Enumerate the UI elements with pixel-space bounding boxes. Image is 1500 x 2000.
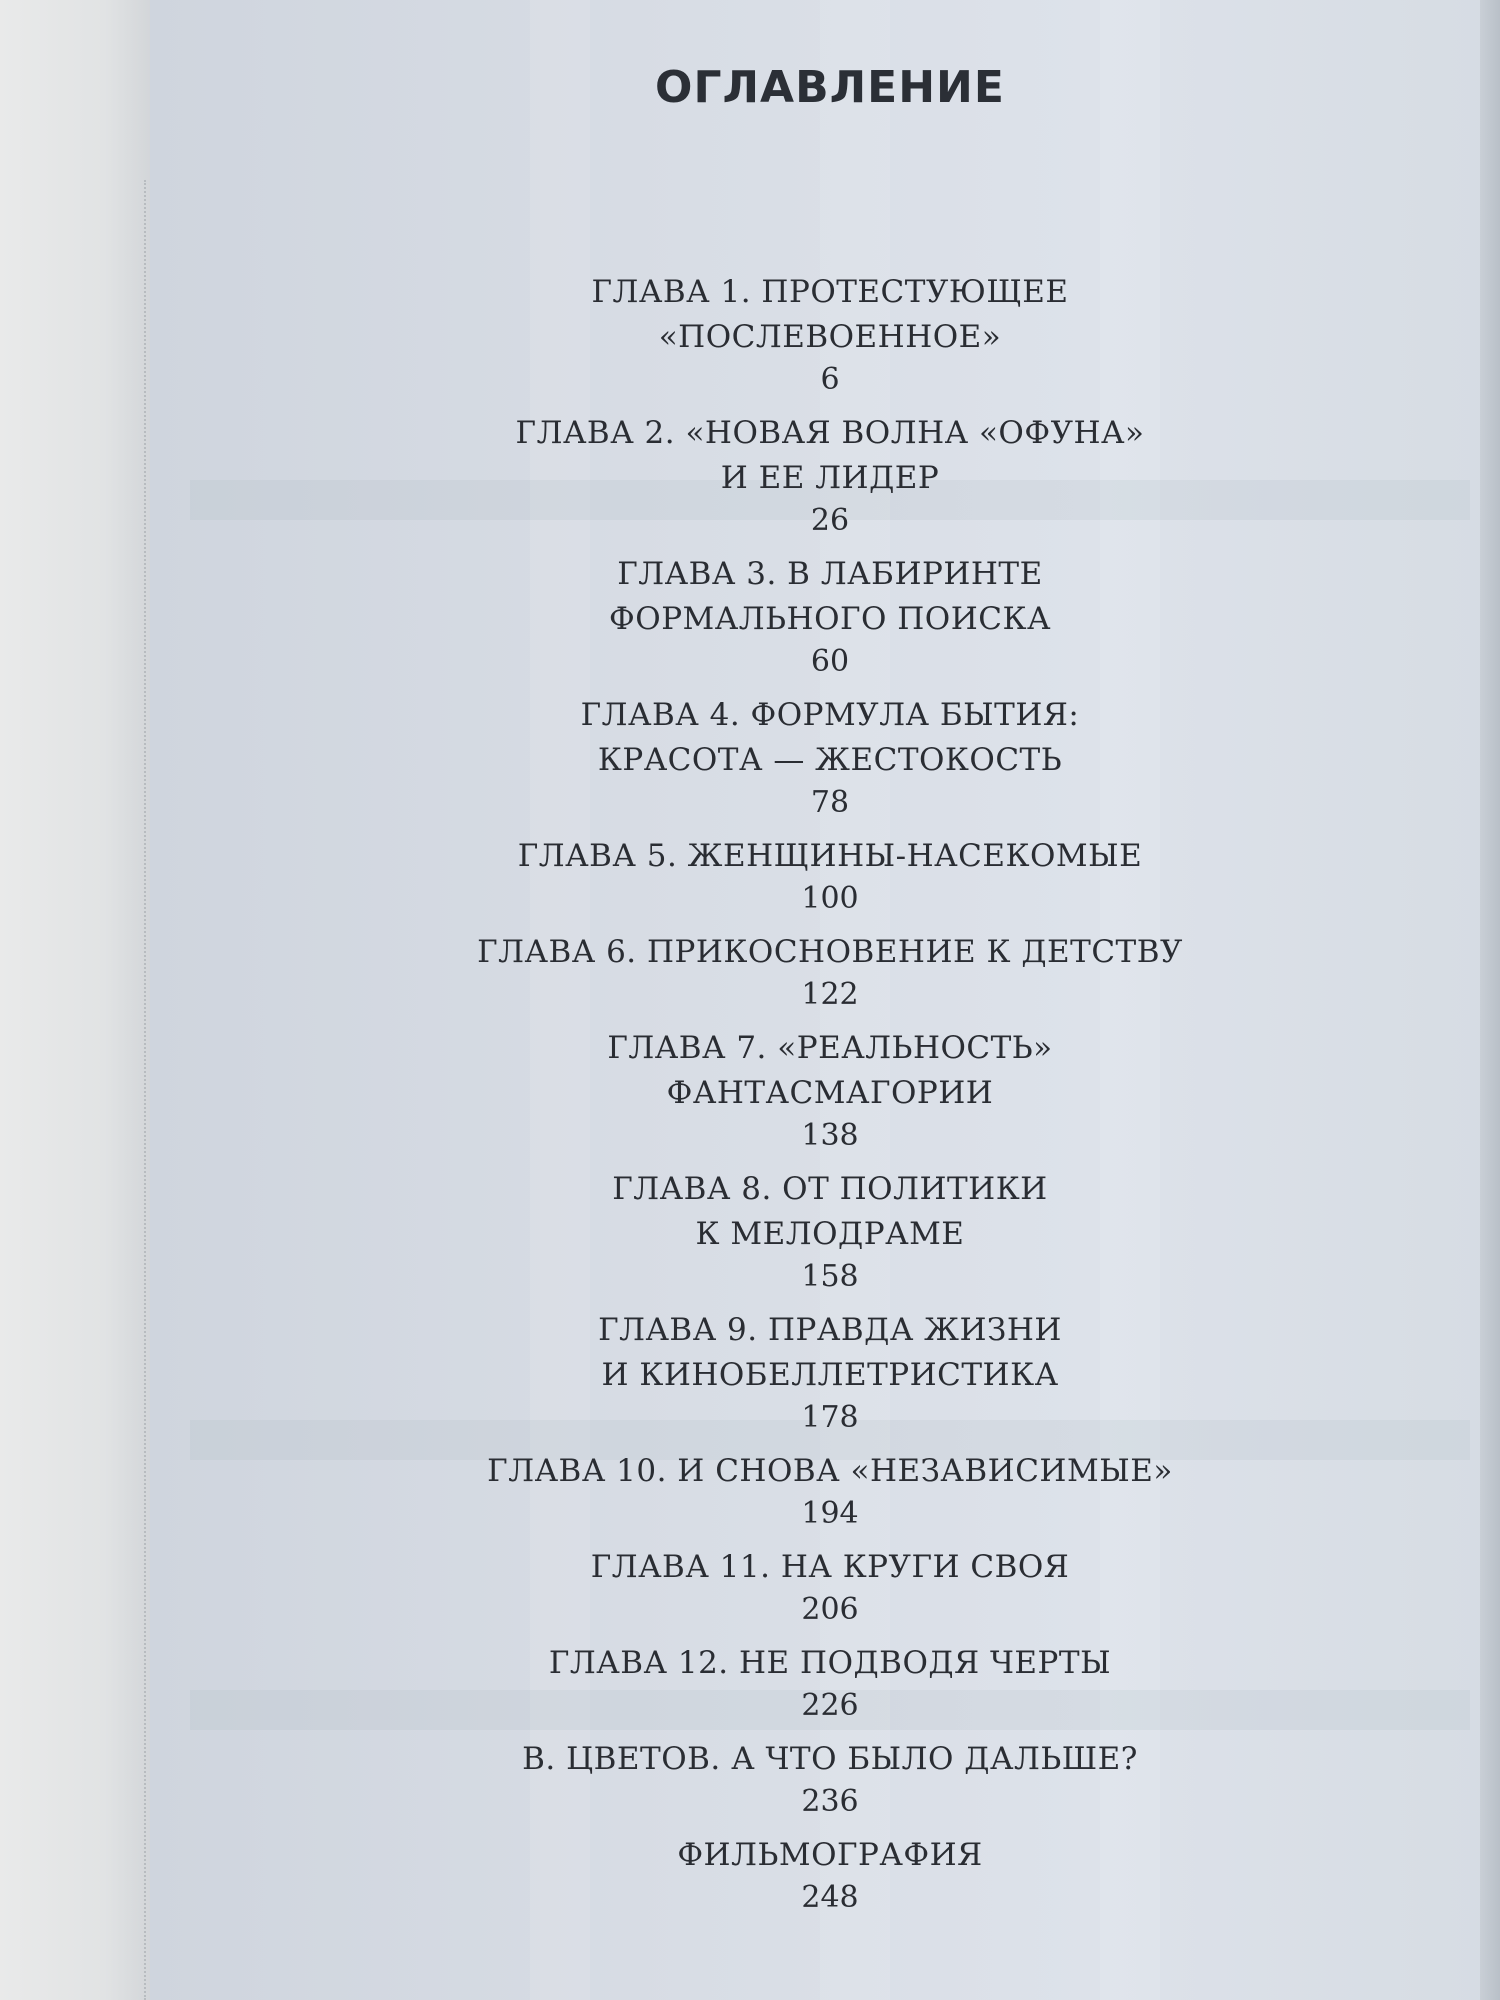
- chapter-title-line: ГЛАВА 9. ПРАВДА ЖИЗНИ: [598, 1312, 1062, 1348]
- page-number: 100: [801, 881, 859, 916]
- chapter-title-line: ГЛАВА 5. ЖЕНЩИНЫ-НАСЕКОМЫЕ: [517, 838, 1143, 874]
- toc-list: [390, 270, 1270, 1929]
- toc-entry: [390, 1641, 1270, 1726]
- chapter-title-line: ФАНТАСМАГОРИИ: [666, 1075, 994, 1111]
- chapter-title-line: ГЛАВА 12. НЕ ПОДВОДЯ ЧЕРТЫ: [548, 1645, 1112, 1681]
- chapter-title-line: ГЛАВА 1. ПРОТЕСТУЮЩЕЕ: [591, 274, 1069, 310]
- toc-entry: [390, 1737, 1270, 1822]
- chapter-title-line: ГЛАВА 2. «НОВАЯ ВОЛНА «ОФУНА»: [515, 415, 1145, 451]
- page-number: 248: [801, 1880, 859, 1915]
- page-number: 122: [801, 977, 859, 1012]
- page-title: ОГЛАВЛЕНИЕ: [655, 62, 1005, 113]
- chapter-title-line: ГЛАВА 8. ОТ ПОЛИТИКИ: [612, 1171, 1048, 1207]
- toc-entry: [390, 1308, 1270, 1438]
- toc-entry: [390, 1545, 1270, 1630]
- chapter-title-line: ФОРМАЛЬНОГО ПОИСКА: [609, 601, 1051, 637]
- chapter-title-line: ФИЛЬМОГРАФИЯ: [677, 1837, 983, 1873]
- chapter-title-line: И ЕЕ ЛИДЕР: [720, 460, 940, 496]
- left-page: [0, 0, 150, 2000]
- chapter-title-line: ГЛАВА 4. ФОРМУЛА БЫТИЯ:: [580, 697, 1080, 733]
- toc-entry: [390, 834, 1270, 919]
- toc-entry: [390, 552, 1270, 682]
- chapter-title-line: К МЕЛОДРАМЕ: [695, 1216, 965, 1252]
- toc-entry: [390, 411, 1270, 541]
- page-number: 194: [801, 1496, 859, 1531]
- toc-entry: [390, 1449, 1270, 1534]
- chapter-title-line: «ПОСЛЕВОЕННОЕ»: [658, 319, 1002, 355]
- chapter-title-line: ГЛАВА 10. И СНОВА «НЕЗАВИСИМЫЕ»: [487, 1453, 1173, 1489]
- page-number: 60: [810, 644, 850, 679]
- toc-entry: [390, 930, 1270, 1015]
- chapter-title-line: КРАСОТА — ЖЕСТОКОСТЬ: [597, 742, 1063, 778]
- chapter-title-line: ГЛАВА 6. ПРИКОСНОВЕНИЕ К ДЕТСТВУ: [477, 934, 1183, 970]
- page-number: 6: [820, 362, 840, 397]
- chapter-title-line: В. ЦВЕТОВ. А ЧТО БЫЛО ДАЛЬШЕ?: [522, 1741, 1138, 1777]
- page-number: 138: [801, 1118, 859, 1153]
- page-number: 206: [801, 1592, 859, 1627]
- chapter-title-line: ГЛАВА 7. «РЕАЛЬНОСТЬ»: [607, 1030, 1053, 1066]
- chapter-title-line: ГЛАВА 11. НА КРУГИ СВОЯ: [590, 1549, 1070, 1585]
- chapter-title-line: И КИНОБЕЛЛЕТРИСТИКА: [601, 1357, 1059, 1393]
- toc-entry: [390, 1167, 1270, 1297]
- chapter-title-line: ГЛАВА 3. В ЛАБИРИНТЕ: [617, 556, 1043, 592]
- toc-entry: [390, 1833, 1270, 1918]
- page-edge: [1480, 0, 1500, 2000]
- page-number: 158: [801, 1259, 859, 1294]
- page-number: 178: [801, 1400, 859, 1435]
- page-number: 236: [801, 1784, 859, 1819]
- page-number: 78: [810, 785, 850, 820]
- toc-entry: [390, 270, 1270, 400]
- page-number: 26: [810, 503, 850, 538]
- toc-entry: [390, 1026, 1270, 1156]
- page-number: 226: [801, 1688, 859, 1723]
- toc-entry: [390, 693, 1270, 823]
